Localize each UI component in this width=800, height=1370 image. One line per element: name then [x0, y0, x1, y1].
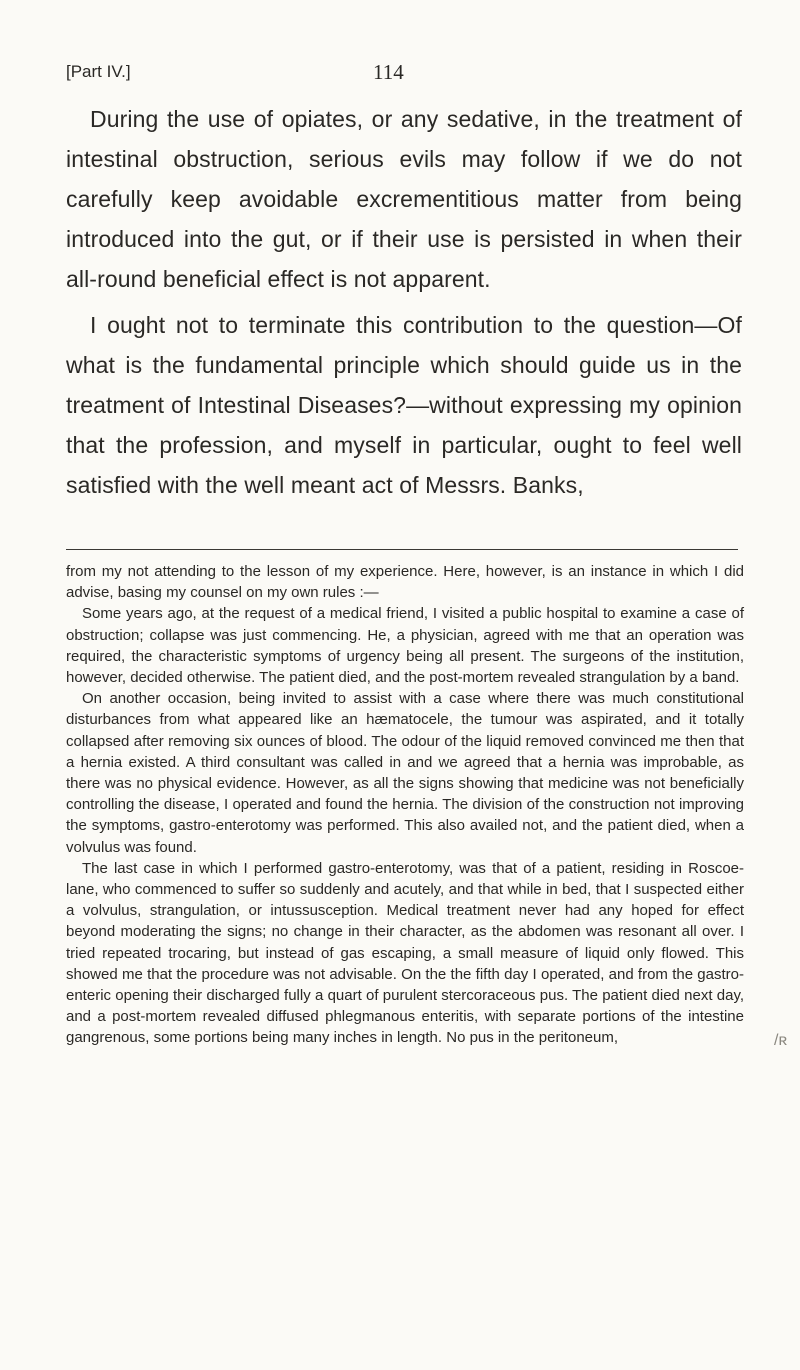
part-label: [Part IV.]	[66, 62, 131, 81]
footnote-divider	[66, 549, 738, 550]
margin-annotation: /ʀ	[774, 1032, 788, 1049]
body-paragraph: I ought not to terminate this contribution to the question—Of what is the fundamental principle which should guide us in the treatment of Intestinal Diseases?—without expressing my opinion that the profession, and myself in particular, ought to feel well satisfied with the well meant act of Messrs. Banks,	[66, 312, 742, 498]
page-header	[66, 60, 746, 94]
footnote	[66, 561, 744, 1049]
body-paragraph: During the use of opiates, or any sedative, in the treatment of intestinal obstruction, serious evils may follow if we do not carefully keep avoidable excrementitious matter from being introduced into the gut, or if their use is persisted in when their all-round beneficial effect is not apparent.	[66, 106, 742, 292]
footnote-paragraph: On another occasion, being invited to assist with a case where there was much constitutional disturbances from what appeared like an hæmatocele, the tumour was aspirated, and it totally collapsed after removing six ounces of blood. The odour of the liquid removed convinced me then that a hernia existed. A third consultant was called in and we agreed that a hernia was improbable, as there was no physical evidence. However, as all the signs showing that medicine was not beneficially controlling the disease, I operated and found the hernia. The division of the construction not improving the symptoms, gastro-enterotomy was performed. This also availed not, and the patient died, when a volvulus was found.	[66, 690, 744, 856]
main-text	[66, 99, 742, 511]
footnote-paragraph: from my not attending to the lesson of my experience. Here, however, is an instance in which I did advise, basing my counsel on my own rules :—	[66, 563, 744, 602]
footnote-paragraph: Some years ago, at the request of a medical friend, I visited a public hospital to examine a case of obstruction; collapse was just commencing. He, a physician, agreed with me that an operation was required, the characteristic symptoms of urgency being all present. The surgeons of the institution, however, decided otherwise. The patient died, and the post-mortem revealed strangulation by a band.	[66, 605, 744, 687]
page-number: 114	[373, 60, 404, 84]
footnote-paragraph: The last case in which I performed gastro-enterotomy, was that of a patient, residing in Roscoe-lane, who commenced to suffer so suddenly and acutely, and that while in bed, that I suspected either a volvulus, strangulation, or intussusception. Medical treatment never had any hoped for effect beyond moderating the signs; no change in their character, as the abdomen was resonant all over. I tried repeated trocaring, but instead of gas escaping, a small measure of liquid only flowed. This showed me that the procedure was not advisable. On the the fifth day I operated, and from the gastro-enteric opening their discharged fully a quart of purulent stercoraceous pus. The patient died next day, and a post-mortem revealed diffused phlegmanous enteritis, with separate portions of the intestine gangrenous, some portions being many inches in length. No pus in the peritoneum,	[66, 859, 744, 1047]
